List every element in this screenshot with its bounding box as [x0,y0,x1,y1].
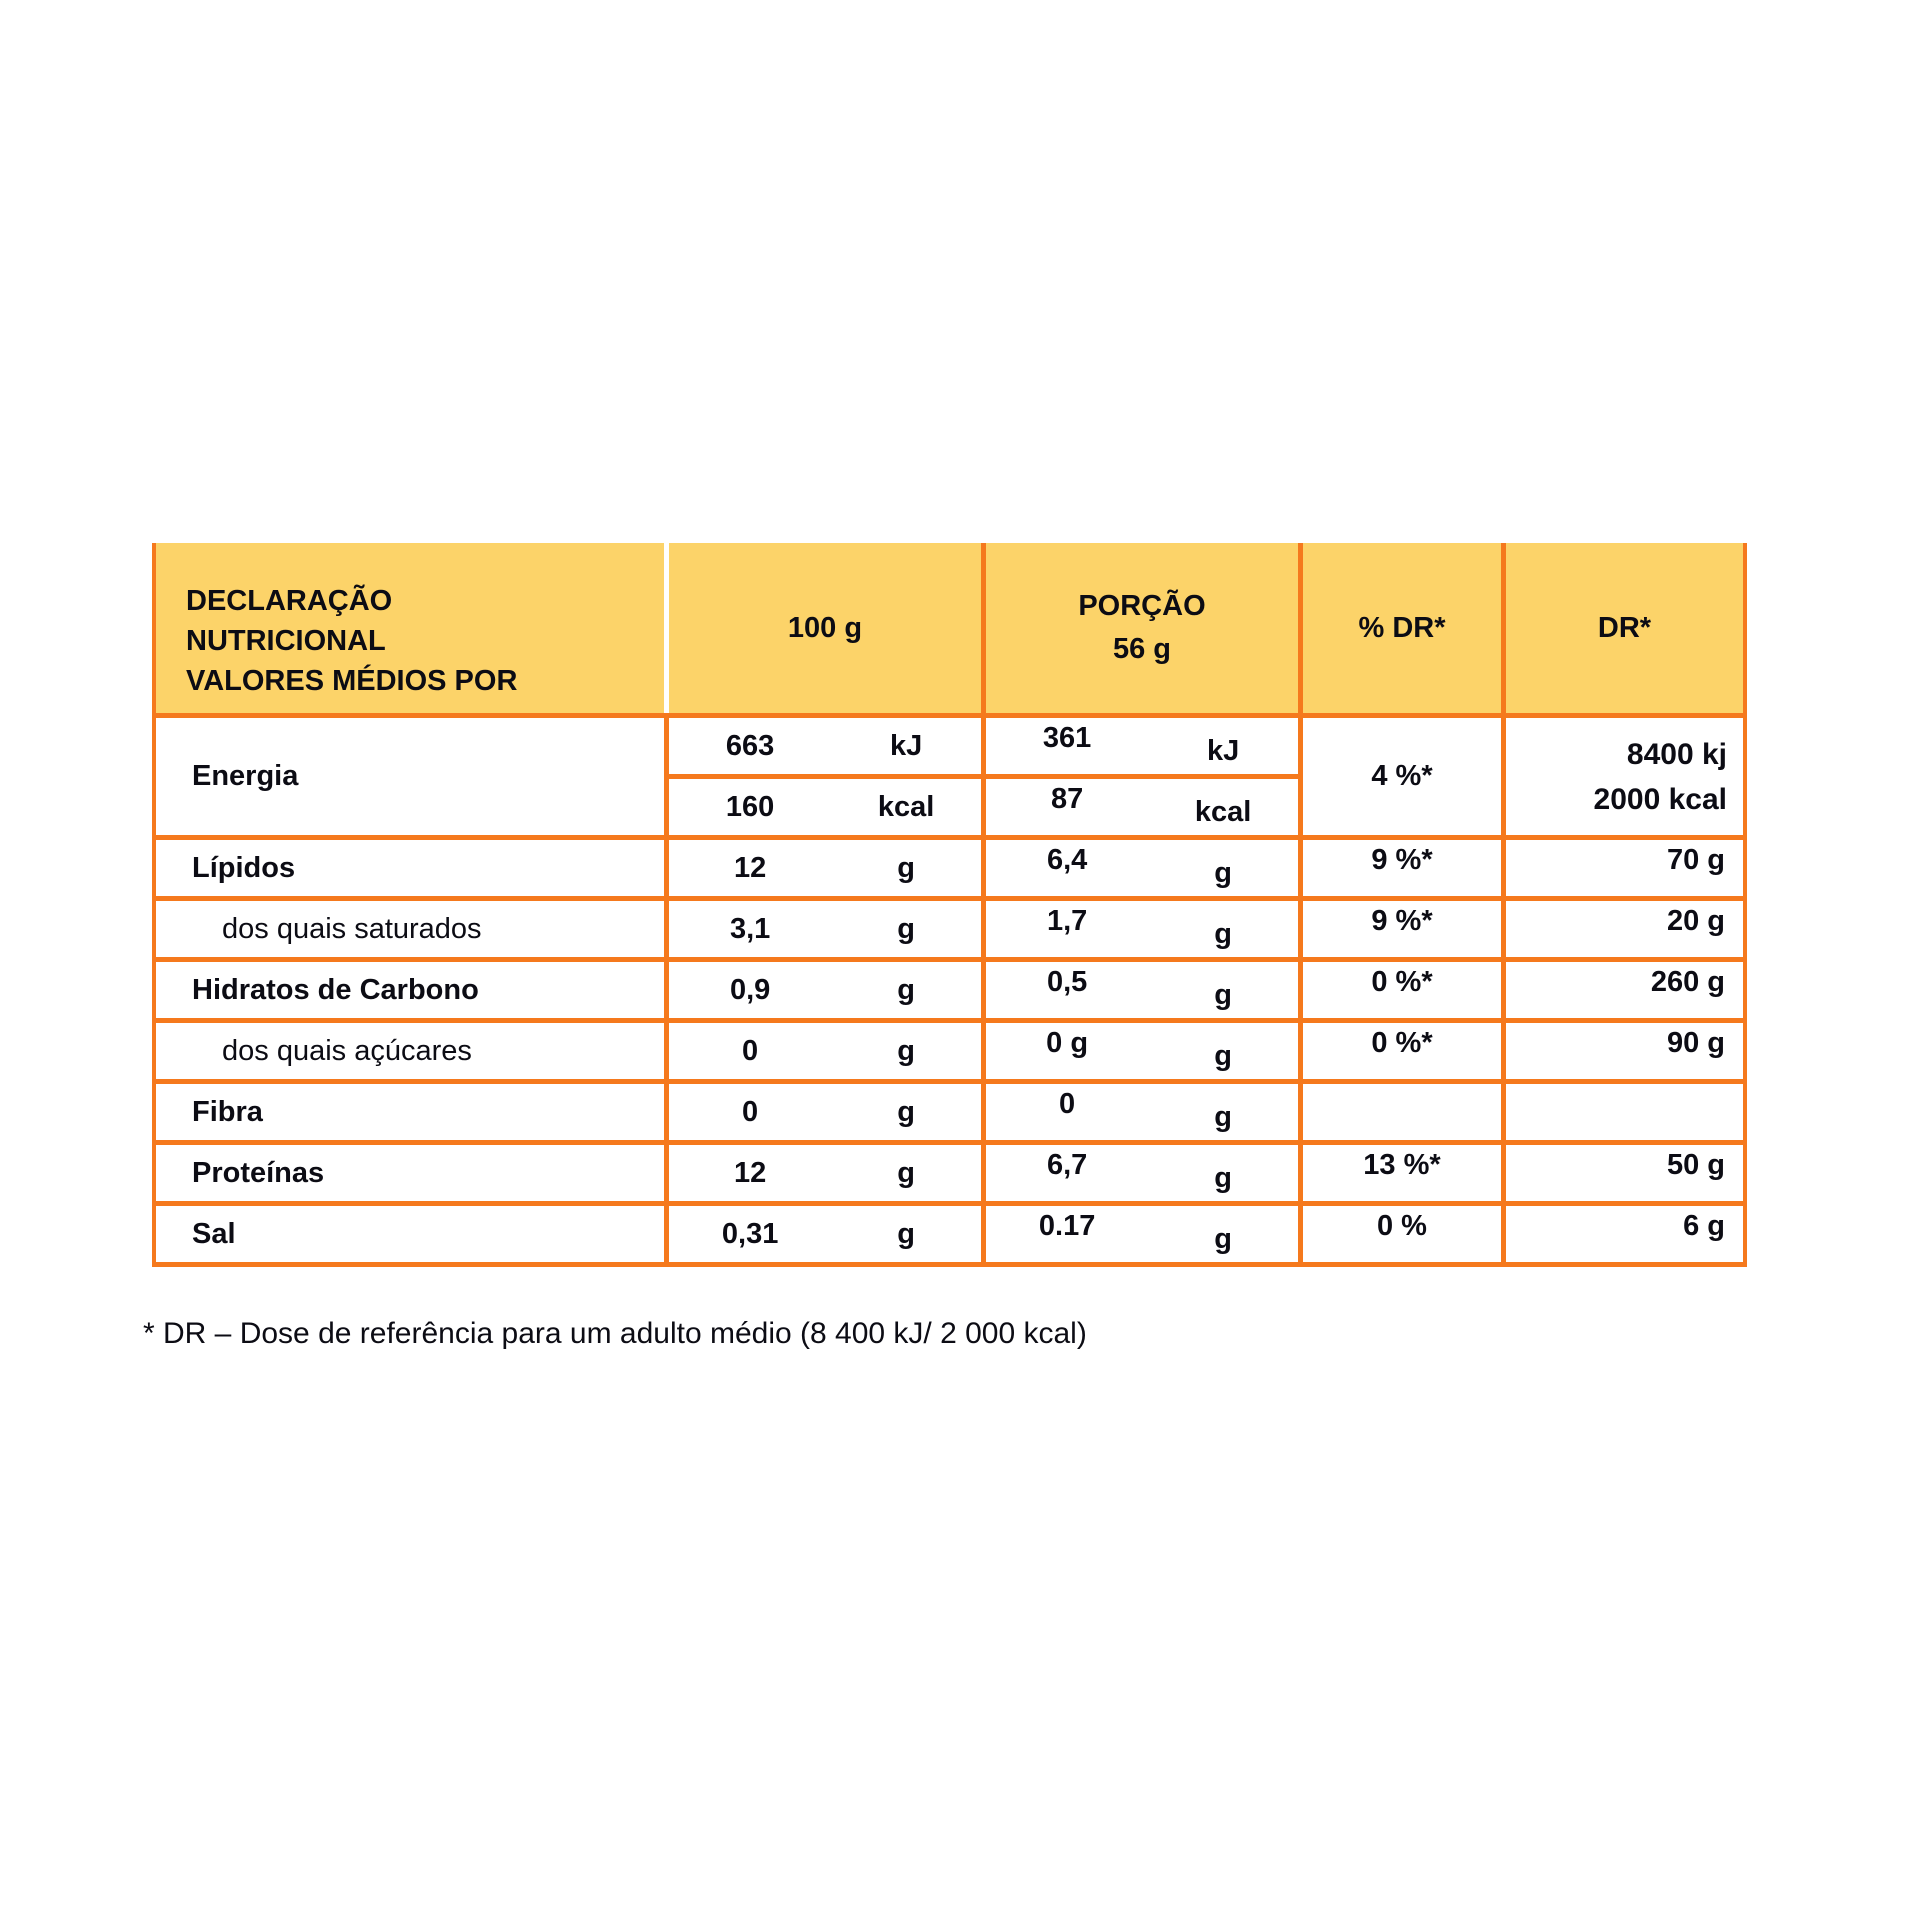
fibra-pct-dr-cell [1303,1084,1501,1140]
saturados-100g-cell [669,901,981,957]
header-cell-dr [1506,543,1743,713]
unit-portion: g [1214,1101,1232,1133]
hidratos-portion-cell [986,962,1298,1018]
value-100g: 12 [733,851,767,884]
row-label-acucares [156,1023,664,1079]
dr-value: 6 g [1683,1210,1725,1242]
hidratos-100g-cell [669,962,981,1018]
header-cell-portion [986,543,1298,713]
sal-pct-dr-cell [1303,1206,1501,1262]
value-portion: 1,7 [1046,905,1088,937]
dr-value: 90 g [1666,1027,1725,1059]
sal-dr-cell [1506,1206,1743,1262]
acucares-pct-dr-cell [1303,1023,1501,1079]
header-cell-declaration [156,543,664,713]
saturados-dr-cell [1506,901,1743,957]
value-100g: 0,31 [721,1217,779,1250]
row-label-sal [156,1206,664,1262]
energia-portion-kcal-cell [986,779,1298,835]
row-label-saturados [156,901,664,957]
fibra-dr-cell [1506,1084,1743,1140]
energia-100g-kj-unit: kJ [889,729,923,762]
value-portion: 6,7 [1046,1149,1088,1181]
proteinas-portion-cell [986,1145,1298,1201]
unit-100g: g [897,1095,915,1128]
row-label-text: Proteínas [192,1156,325,1189]
row-label-fibra [156,1084,664,1140]
energia-portion-kj-unit: kJ [1206,735,1240,767]
value-100g: 0 [742,1095,759,1128]
row-label-energia [156,718,664,835]
energia-100g-kcal-unit: kcal [877,790,935,823]
fibra-100g-cell [669,1084,981,1140]
energia-100g-kcal-value: 160 [725,790,775,823]
pct-dr-value: 13 %* [1363,1149,1441,1181]
proteinas-pct-dr-cell [1303,1145,1501,1201]
energia-portion-kcal-value: 87 [1050,783,1084,815]
proteinas-dr-cell [1506,1145,1743,1201]
energia-pct-dr-cell [1303,718,1501,835]
header-declaration-line-3: VALORES MÉDIOS POR [186,665,518,697]
header-pct-dr-label: % DR* [1358,611,1446,644]
dr-value: 260 g [1650,966,1725,998]
saturados-portion-cell [986,901,1298,957]
header-column-divider [664,543,669,713]
dr-value: 50 g [1666,1149,1725,1181]
row-label-text: dos quais saturados [222,912,482,945]
value-portion: 0 g [1046,1027,1089,1059]
pct-dr-value: 9 %* [1371,844,1433,876]
unit-100g: g [897,912,915,945]
unit-100g: g [897,1034,915,1067]
row-label-text: Sal [192,1217,236,1250]
reference-footnote: * DR – Dose de referência para um adulto médio (8 400 kJ/ 2 000 kcal) [143,1317,1087,1350]
row-label-text: Fibra [192,1095,263,1128]
value-100g: 12 [733,1156,767,1189]
unit-portion: g [1214,1223,1232,1255]
pct-dr-value: 0 %* [1371,966,1433,998]
value-100g: 3,1 [729,912,771,945]
value-100g: 0,9 [729,973,771,1006]
row-label-hidratos [156,962,664,1018]
fibra-portion-cell [986,1084,1298,1140]
energia-label-text: Energia [192,760,299,792]
value-portion: 0.17 [1038,1210,1096,1242]
pct-dr-value: 0 % [1377,1210,1427,1242]
dr-value: 70 g [1666,844,1725,876]
unit-100g: g [897,851,915,884]
row-label-proteinas [156,1145,664,1201]
unit-100g: g [897,973,915,1006]
energia-100g-kj-value: 663 [725,729,775,762]
pct-dr-value: 9 %* [1371,905,1433,937]
unit-portion: g [1214,857,1232,889]
sal-portion-cell [986,1206,1298,1262]
value-100g: 0 [742,1034,759,1067]
acucares-portion-cell [986,1023,1298,1079]
lipidos-portion-cell [986,840,1298,896]
header-declaration-line-2: NUTRICIONAL [186,625,386,657]
nutrition-table [152,543,1747,1267]
lipidos-pct-dr-cell [1303,840,1501,896]
dr-value: 20 g [1666,905,1725,937]
energia-100g-kj-cell [669,718,981,774]
hidratos-dr-cell [1506,962,1743,1018]
unit-portion: g [1214,1162,1232,1194]
row-label-text: dos quais açúcares [222,1034,472,1067]
row-label-lipidos [156,840,664,896]
pct-dr-value: 0 %* [1371,1027,1433,1059]
lipidos-dr-cell [1506,840,1743,896]
energia-portion-kj-cell [986,718,1298,774]
value-portion: 0 [1059,1088,1076,1120]
hidratos-pct-dr-cell [1303,962,1501,1018]
header-cell-pct-dr [1303,543,1501,713]
header-dr-label: DR* [1597,611,1652,644]
value-portion: 0,5 [1046,966,1088,998]
value-portion: 6,4 [1046,844,1088,876]
row-label-text: Hidratos de Carbono [192,973,479,1006]
header-per-100g-label: 100 g [787,611,863,644]
energia-pct-dr-value: 4 %* [1371,760,1433,792]
unit-100g: g [897,1156,915,1189]
acucares-dr-cell [1506,1023,1743,1079]
unit-portion: g [1214,918,1232,950]
header-portion-line-2: 56 g [1112,633,1172,665]
saturados-pct-dr-cell [1303,901,1501,957]
energia-portion-kcal-unit: kcal [1194,796,1252,828]
energia-portion-kj-value: 361 [1042,722,1092,754]
header-declaration-line-1: DECLARAÇÃO [186,585,393,617]
unit-100g: g [897,1217,915,1250]
proteinas-100g-cell [669,1145,981,1201]
energia-dr-cell [1506,718,1743,835]
header-cell-per-100g [669,543,981,713]
lipidos-100g-cell [669,840,981,896]
unit-portion: g [1214,1040,1232,1072]
energia-dr-line-2: 2000 kcal [1593,782,1727,816]
sal-100g-cell [669,1206,981,1262]
header-portion-line-1: PORÇÃO [1078,590,1206,622]
unit-portion: g [1214,979,1232,1011]
energia-100g-kcal-cell [669,779,981,835]
row-label-text: Lípidos [192,851,296,884]
energia-dr-line-1: 8400 kj [1626,737,1727,771]
acucares-100g-cell [669,1023,981,1079]
